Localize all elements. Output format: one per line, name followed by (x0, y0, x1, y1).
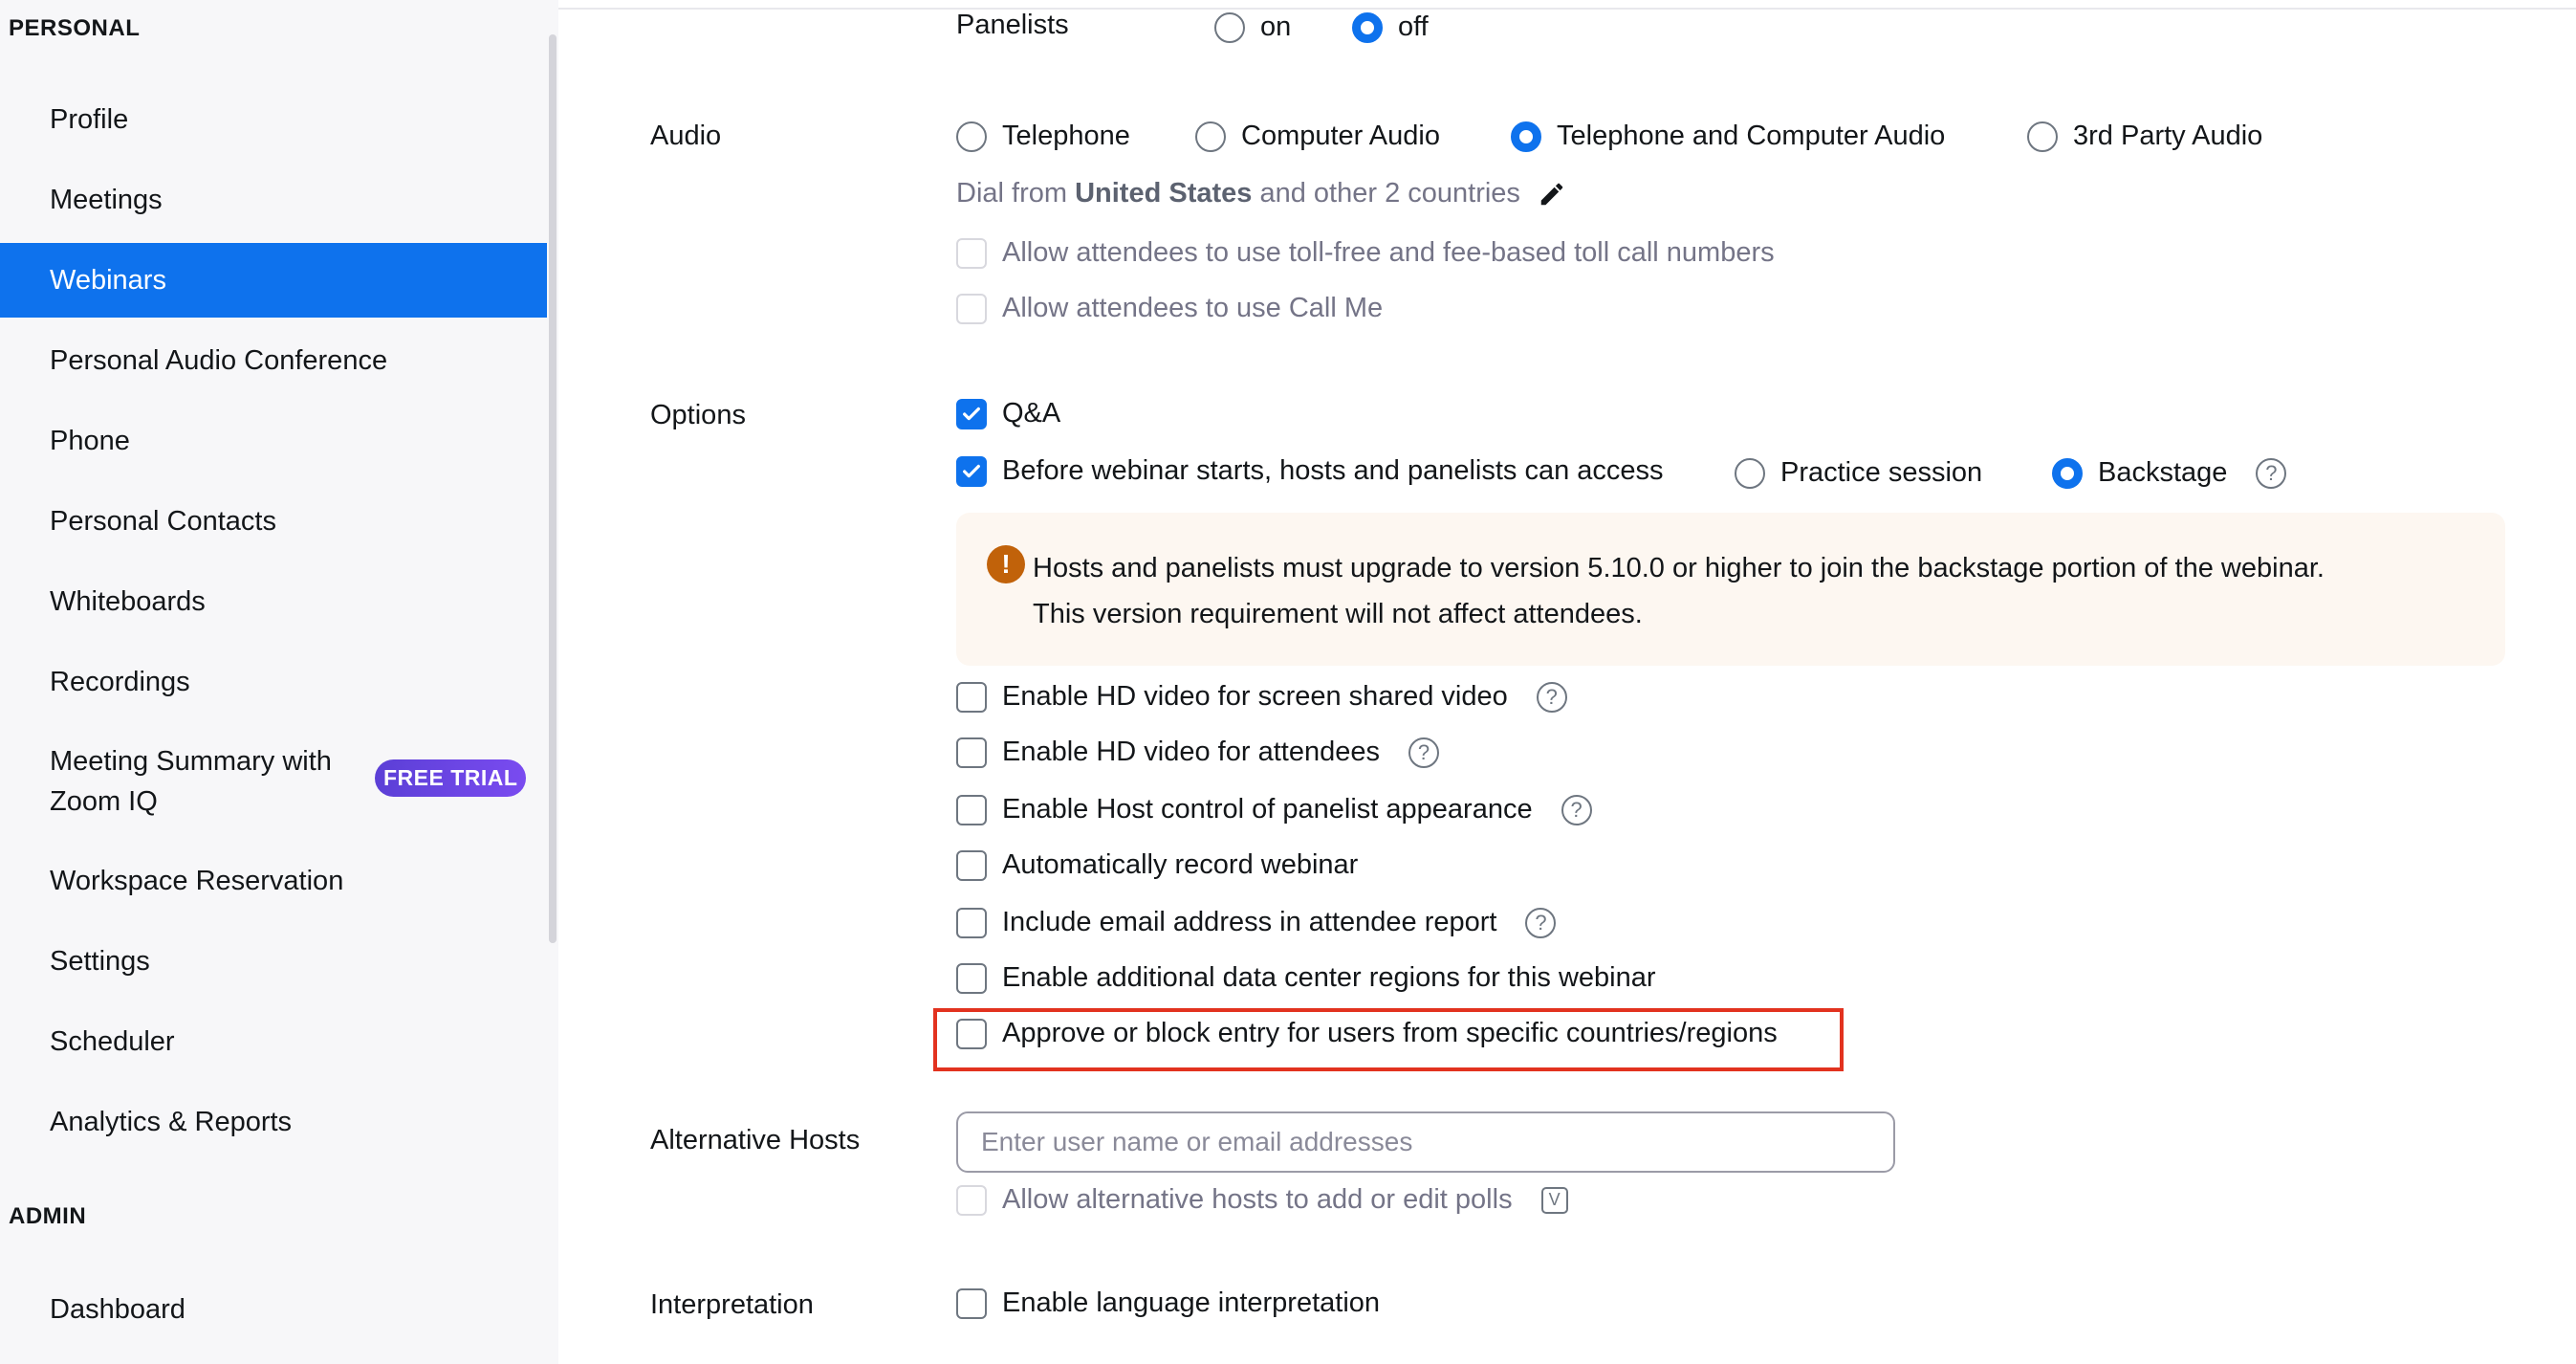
radio-selected-icon (2052, 458, 2083, 489)
practice-session-radio[interactable] (1735, 457, 1982, 489)
audio-computer-radio[interactable] (1195, 121, 1440, 152)
checkbox-label: Allow attendees to use Call Me (1002, 293, 1384, 323)
checkbox-icon (956, 963, 987, 994)
edit-pencil-icon[interactable] (1538, 180, 1566, 209)
dial-country: United States (1075, 178, 1253, 209)
sidebar (0, 0, 558, 1364)
sidebar-item-scheduler[interactable] (0, 1004, 547, 1079)
checkbox-label: Include email address in attendee report (1002, 907, 1497, 937)
panelists-on-radio[interactable] (1214, 11, 1291, 43)
radio-label: off (1398, 11, 1429, 42)
radio-selected-icon (1511, 121, 1541, 152)
radio-selected-icon (1352, 12, 1383, 43)
checkbox-label: Before webinar starts, hosts and panelists can access (1002, 455, 1664, 486)
include-email-checkbox[interactable] (956, 907, 1556, 938)
sidebar-item-label: Meetings (50, 184, 163, 215)
alternative-hosts-label: Alternative Hosts (650, 1125, 861, 1155)
sidebar-item-recordings[interactable] (0, 645, 547, 719)
sidebar-item-analytics-reports[interactable] (0, 1085, 547, 1159)
sidebar-item-personal-audio-conference[interactable] (0, 323, 547, 398)
radio-label: Computer Audio (1241, 121, 1440, 151)
language-interpretation-checkbox[interactable] (956, 1287, 1380, 1319)
radio-label: Backstage (2098, 457, 2228, 488)
hd-attendees-checkbox[interactable] (956, 737, 1439, 768)
dial-prefix: Dial from (956, 178, 1068, 209)
options-label: Options (650, 400, 746, 430)
checkbox-icon (956, 1185, 987, 1216)
backstage-radio[interactable] (2052, 457, 2286, 489)
sidebar-item-phone[interactable] (0, 404, 547, 478)
highlight-box (933, 1008, 1844, 1071)
checkbox-label: Approve or block entry for users from specific countries/regions (1002, 1018, 1778, 1048)
radio-icon (1214, 12, 1245, 43)
notice-line-1: Hosts and panelists must upgrade to version 5.10.0 or higher to join the backstage portion of the webinar. (1033, 553, 2325, 583)
help-icon[interactable]: ? (1525, 908, 1556, 938)
interpretation-label: Interpretation (650, 1289, 814, 1320)
dial-from-text (956, 178, 1566, 209)
radio-icon (1735, 458, 1765, 489)
panelists-label: Panelists (956, 10, 1069, 40)
checkbox-label: Enable Host control of panelist appearance (1002, 794, 1533, 825)
help-icon[interactable]: ? (1561, 795, 1592, 825)
panelists-off-radio[interactable] (1352, 11, 1429, 43)
sidebar-item-label: Meeting Summary with Zoom IQ (50, 746, 332, 817)
checkbox-label: Enable language interpretation (1002, 1287, 1381, 1318)
checkbox-icon (956, 1288, 987, 1319)
alt-hosts-polls-checkbox[interactable] (956, 1184, 1568, 1216)
sidebar-item-label: Whiteboards (50, 585, 206, 617)
sidebar-scrollbar[interactable] (549, 34, 557, 943)
checkbox-label: Q&A (1002, 398, 1061, 429)
help-icon[interactable]: ? (2256, 458, 2286, 489)
sidebar-item-label: Recordings (50, 666, 190, 697)
radio-label: Telephone (1002, 121, 1130, 151)
sidebar-item-label: Scheduler (50, 1025, 175, 1057)
sidebar-item-profile[interactable] (0, 82, 547, 157)
sidebar-item-label: Webinars (50, 264, 166, 296)
warning-icon: ! (987, 545, 1025, 583)
sidebar-item-label: Personal Audio Conference (50, 344, 388, 376)
checkbox-label: Enable additional data center regions for this webinar (1002, 962, 1656, 993)
help-icon[interactable]: ? (1408, 737, 1439, 768)
checkbox-icon (956, 682, 987, 713)
sidebar-item-settings[interactable] (0, 924, 547, 999)
qa-checkbox[interactable] (956, 398, 1060, 429)
checkbox-label: Allow alternative hosts to add or edit polls (1002, 1184, 1513, 1215)
upgrade-notice (956, 513, 2505, 666)
free-trial-badge: FREE TRIAL (375, 759, 526, 797)
sidebar-item-label: Personal Contacts (50, 505, 276, 537)
checkbox-checked-icon (956, 456, 987, 487)
hd-screen-share-checkbox[interactable] (956, 681, 1567, 713)
checkbox-icon (956, 795, 987, 825)
notice-line-2: This version requirement will not affect attendees. (1033, 599, 1643, 629)
checkbox-label: Allow attendees to use toll-free and fee-based toll call numbers (1002, 237, 1775, 268)
sidebar-item-label: Settings (50, 945, 150, 977)
radio-label: on (1260, 11, 1292, 42)
section-label-personal: PERSONAL (9, 15, 141, 41)
radio-icon (1195, 121, 1226, 152)
sidebar-item-label: Phone (50, 425, 130, 456)
checkbox-icon (956, 238, 987, 269)
sidebar-item-label: Analytics & Reports (50, 1106, 293, 1137)
sidebar-item-meeting-summary[interactable] (0, 733, 547, 830)
audio-label: Audio (650, 121, 722, 151)
alternative-hosts-input[interactable] (956, 1111, 1895, 1173)
sidebar-item-label: Workspace Reservation (50, 865, 344, 896)
auto-record-checkbox[interactable] (956, 849, 1358, 881)
version-icon: V (1541, 1187, 1568, 1214)
host-control-checkbox[interactable] (956, 794, 1592, 825)
radio-icon (956, 121, 987, 152)
settings-panel (558, 0, 2576, 1364)
checkbox-icon (956, 850, 987, 881)
audio-third-party-radio[interactable] (2027, 121, 2262, 152)
checkbox-label: Enable HD video for attendees (1002, 737, 1380, 767)
data-center-checkbox[interactable] (956, 962, 1656, 994)
sidebar-item-webinars[interactable] (0, 243, 547, 318)
sidebar-item-dashboard[interactable] (0, 1272, 547, 1347)
radio-label: Practice session (1780, 457, 1983, 488)
dial-suffix: and other 2 countries (1259, 178, 1520, 209)
checkbox-icon (956, 737, 987, 768)
checkbox-icon (956, 294, 987, 324)
checkbox-label: Enable HD video for screen shared video (1002, 681, 1508, 712)
audio-telephone-radio[interactable] (956, 121, 1130, 152)
sidebar-item-workspace-reservation[interactable] (0, 844, 547, 918)
checkbox-icon (956, 908, 987, 938)
call-me-checkbox[interactable] (956, 293, 1383, 324)
sidebar-item-meetings[interactable] (0, 163, 547, 237)
radio-icon (2027, 121, 2058, 152)
checkbox-checked-icon (956, 399, 987, 429)
radio-label: Telephone and Computer Audio (1557, 121, 1946, 151)
sidebar-item-personal-contacts[interactable] (0, 484, 547, 559)
checkbox-label: Automatically record webinar (1002, 849, 1359, 880)
sidebar-item-whiteboards[interactable] (0, 564, 547, 639)
sidebar-item-label: Profile (50, 103, 129, 135)
notice-text (1033, 545, 2325, 637)
before-start-checkbox[interactable] (956, 455, 1664, 487)
sidebar-item-label: Dashboard (50, 1293, 186, 1325)
toll-free-checkbox[interactable] (956, 237, 1775, 269)
audio-telephone-and-computer-radio[interactable] (1511, 121, 1945, 152)
help-icon[interactable]: ? (1537, 682, 1567, 713)
section-label-admin: ADMIN (9, 1203, 87, 1229)
radio-label: 3rd Party Audio (2073, 121, 2263, 151)
